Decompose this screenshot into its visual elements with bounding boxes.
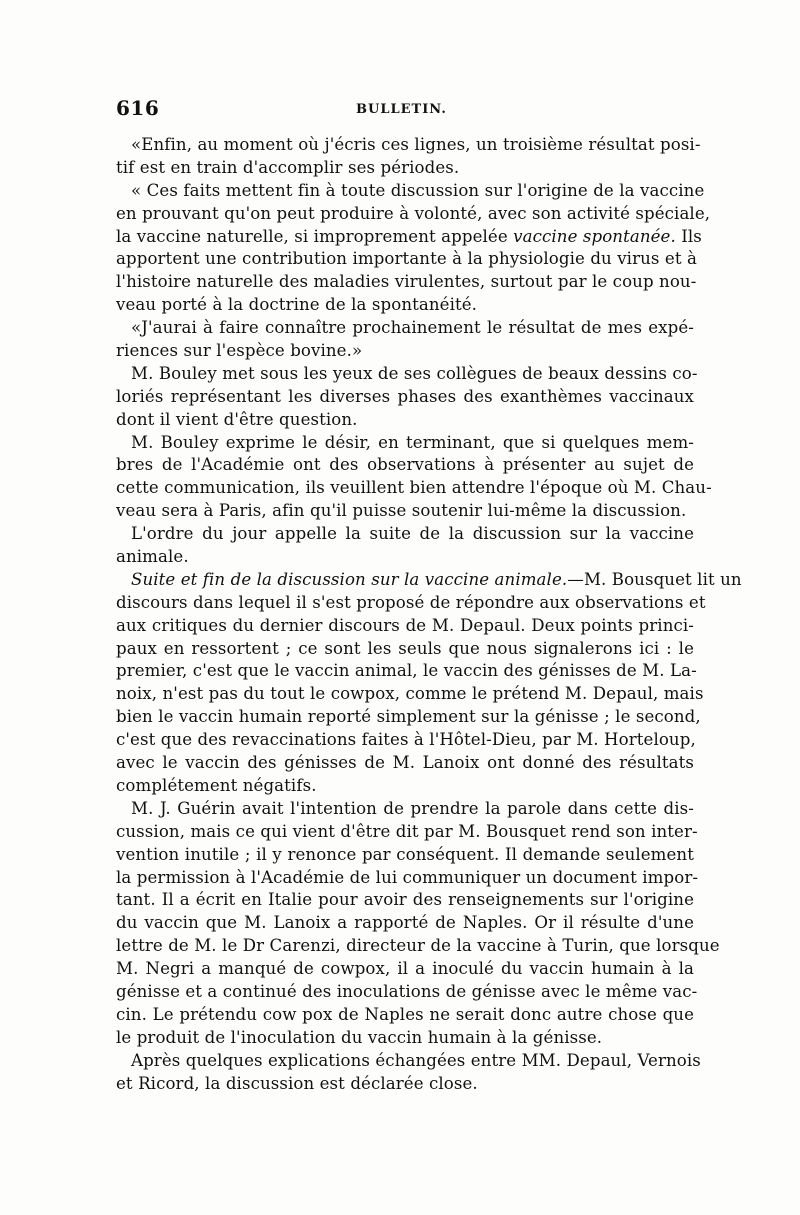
italic-text: vaccine spontanée. xyxy=(513,226,676,246)
text-line: cin. Le prétendu cow pox de Naples ne serait donc autre chose que xyxy=(116,1004,694,1024)
text-line: animale. xyxy=(116,547,189,567)
text-line: riences sur l'espèce bovine.» xyxy=(116,341,363,361)
text-line xyxy=(116,569,742,592)
text-line: paux en ressortent ; ce sont les seuls que nous signalerons ici : le xyxy=(116,638,694,658)
text-line: « Ces faits mettent fin à toute discussion sur l'origine de la vaccine xyxy=(131,180,705,200)
text-line: noix, n'est pas du tout le cowpox, comme le prétend M. Depaul, mais xyxy=(116,684,704,704)
text-line: dont il vient d'être question. xyxy=(116,409,358,429)
text-line: «J'aurai à faire connaître prochainement le résultat de mes expé- xyxy=(131,318,694,338)
text-line: discours dans lequel il s'est proposé de répondre aux observations et xyxy=(116,592,706,612)
text-line: veau sera à Paris, afin qu'il puisse soutenir lui-même la discussion. xyxy=(116,501,687,521)
running-head xyxy=(116,96,696,122)
text-line: et Ricord, la discussion est déclarée close. xyxy=(116,1073,478,1093)
text-line: bres de l'Académie ont des observations à présenter au sujet de xyxy=(116,455,694,475)
text-line xyxy=(116,226,702,249)
text-line: M. Bouley exprime le désir, en terminant, que si quelques mem- xyxy=(131,432,694,452)
text-line: lettre de M. le Dr Carenzi, directeur de la vaccine à Turin, que lorsque xyxy=(116,936,720,956)
text-line: M. J. Guérin avait l'intention de prendre la parole dans cette dis- xyxy=(131,798,694,818)
text-line: bien le vaccin humain reporté simplement sur la génisse ; le second, xyxy=(116,707,701,727)
text-line: «Enfin, au moment où j'écris ces lignes, un troisième résultat posi- xyxy=(131,135,701,154)
text-line-suffix: Ils xyxy=(675,226,702,246)
text-line: complétement négatifs. xyxy=(116,775,317,795)
text-line: avec le vaccin des génisses de M. Lanoix ont donné des résultats xyxy=(116,753,694,773)
text-line: M. Negri a manqué de cowpox, il a inoculé du vaccin humain à la xyxy=(116,959,694,979)
text-line: le produit de l'inoculation du vaccin humain à la génisse. xyxy=(116,1027,603,1047)
text-line: L'ordre du jour appelle la suite de la discussion sur la vaccine xyxy=(131,524,694,544)
text-line: M. Bouley met sous les yeux de ses collègues de beaux dessins co- xyxy=(131,363,698,383)
text-line: l'histoire naturelle des maladies virulentes, surtout par le coup nou- xyxy=(116,272,697,292)
text-line: en prouvant qu'on peut produire à volonté, avec son activité spéciale, xyxy=(116,203,711,223)
body-text xyxy=(116,134,742,1095)
text-line: du vaccin que M. Lanoix a rapporté de Naples. Or il résulte d'une xyxy=(116,913,694,933)
text-line-prefix: la vaccine naturelle, si improprement appelée xyxy=(116,226,514,246)
text-line: tif est en train d'accomplir ses périodes. xyxy=(116,157,460,177)
text-line: génisse et a continué des inoculations de génisse avec le même vac- xyxy=(116,981,698,1001)
page-number: 616 xyxy=(116,96,160,120)
text-line: premier, c'est que le vaccin animal, le vaccin des génisses de M. La- xyxy=(116,661,697,681)
running-title: BULLETIN. xyxy=(356,102,447,117)
text-line: cette communication, ils veuillent bien attendre l'époque où M. Chau- xyxy=(116,478,712,498)
text-line: apportent une contribution importante à la physiologie du virus et à xyxy=(116,249,697,269)
text-line: cussion, mais ce qui vient d'être dit par M. Bousquet rend son inter- xyxy=(116,821,698,841)
text-line: tant. Il a écrit en Italie pour avoir des renseignements sur l'origine xyxy=(116,890,694,910)
text-line: veau porté à la doctrine de la spontanéité. xyxy=(116,295,478,315)
text-line: loriés représentant les diverses phases des exanthèmes vaccinaux xyxy=(116,386,694,406)
text-line-suffix: —M. Bousquet lit un xyxy=(567,569,742,589)
text-line: c'est que des revaccinations faites à l'Hôtel-Dieu, par M. Horteloup, xyxy=(116,730,696,750)
text-line: vention inutile ; il y renonce par conséquent. Il demande seulement xyxy=(116,844,694,864)
text-line: aux critiques du dernier discours de M. Depaul. Deux points princi- xyxy=(116,615,694,635)
italic-text: Suite et fin de la discussion sur la vaccine animale. xyxy=(131,569,568,589)
text-line: Après quelques explications échangées entre MM. Depaul, Vernois xyxy=(131,1050,701,1070)
text-line: la permission à l'Académie de lui communiquer un document impor- xyxy=(116,867,699,887)
